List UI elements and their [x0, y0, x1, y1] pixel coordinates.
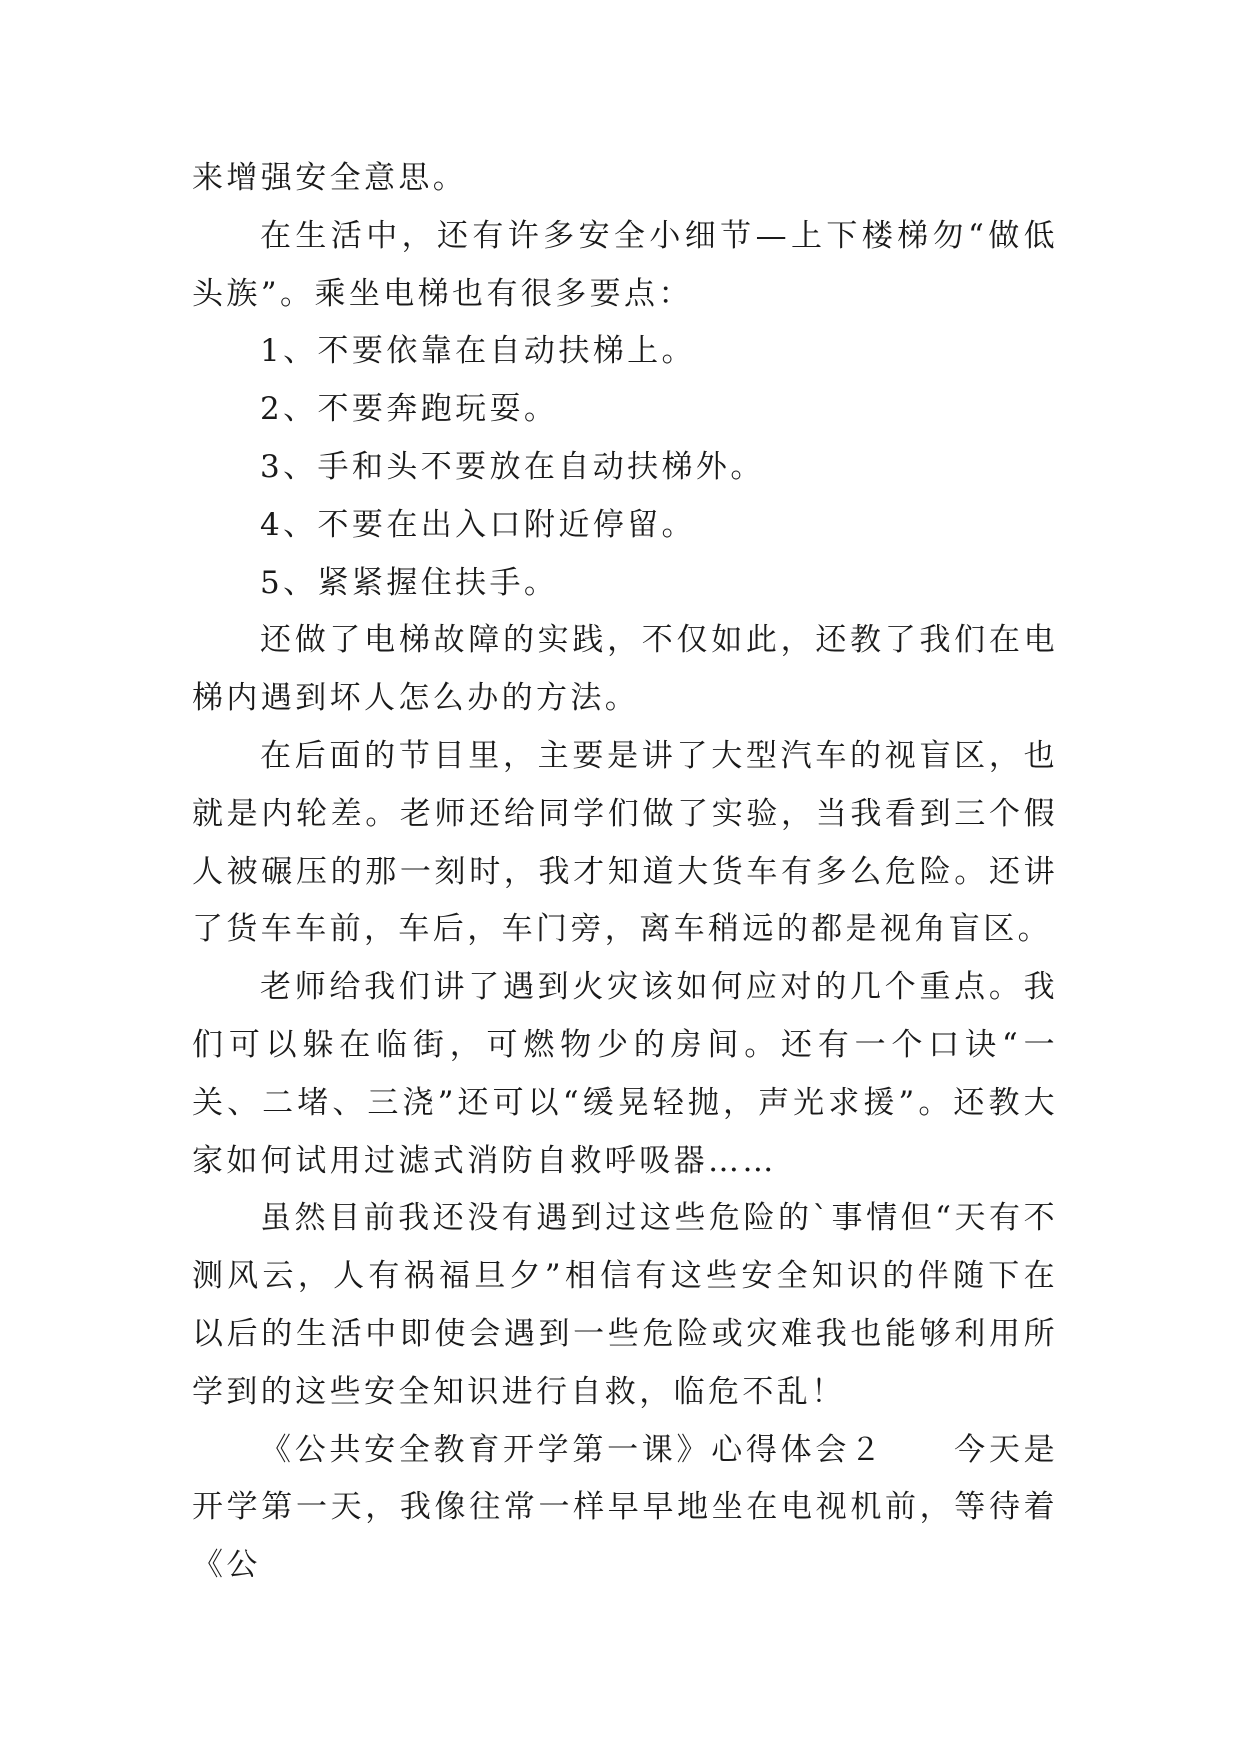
list-item-1: 1、不要依靠在自动扶梯上。 [260, 333, 696, 370]
paragraph-1: 来增强安全意思。 [192, 160, 468, 196]
paragraph-4: 在后面的节目里，主要是讲了大型汽车的视盲区，也就是内轮差。老师还给同学们做了实验，当我看到三个假人被碾压的那一刻时，我才知道大货车有多么危险。还讲了货车车前，车后，车门旁，离车稍远的都是视角盲区。 [192, 737, 1058, 948]
paragraph-6: 虽然目前我还没有遇到过这些危险的`事情但“天有不测风云，人有祸福旦夕”相信有这些安全知识的伴随下在以后的生活中即使会遇到一些危险或灾难我也能够利用所学到的这些安全知识进行自救，临危不乱！ [192, 1200, 1058, 1410]
document-body [192, 150, 1058, 1595]
paragraph-5: 老师给我们讲了遇到火灾该如何应对的几个重点。我们可以躲在临街，可燃物少的房间。还有一个口诀“一关、二堵、三浇”还可以“缓晃轻抛，声光求援”。还教大家如何试用过滤式消防自救呼吸器…… [192, 969, 1058, 1179]
paragraph-3: 还做了电梯故障的实践，不仅如此，还教了我们在电梯内遇到坏人怎么办的方法。 [192, 622, 1058, 717]
list-item-3: 3、手和头不要放在自动扶梯外。 [260, 448, 765, 485]
paragraph-2: 在生活中，还有许多安全小细节—上下楼梯勿“做低头族”。乘坐电梯也有很多要点： [192, 217, 1058, 312]
paragraph-7: 《公共安全教育开学第一课》心得体会２ 今天是开学第一天，我像往常一样早早地坐在电视机前，等待着《公 [192, 1431, 1058, 1584]
list-item-2: 2、不要奔跑玩耍。 [260, 391, 559, 428]
list-item-5: 5、紧紧握住扶手。 [260, 564, 559, 601]
list-item-4: 4、不要在出入口附近停留。 [260, 506, 696, 543]
